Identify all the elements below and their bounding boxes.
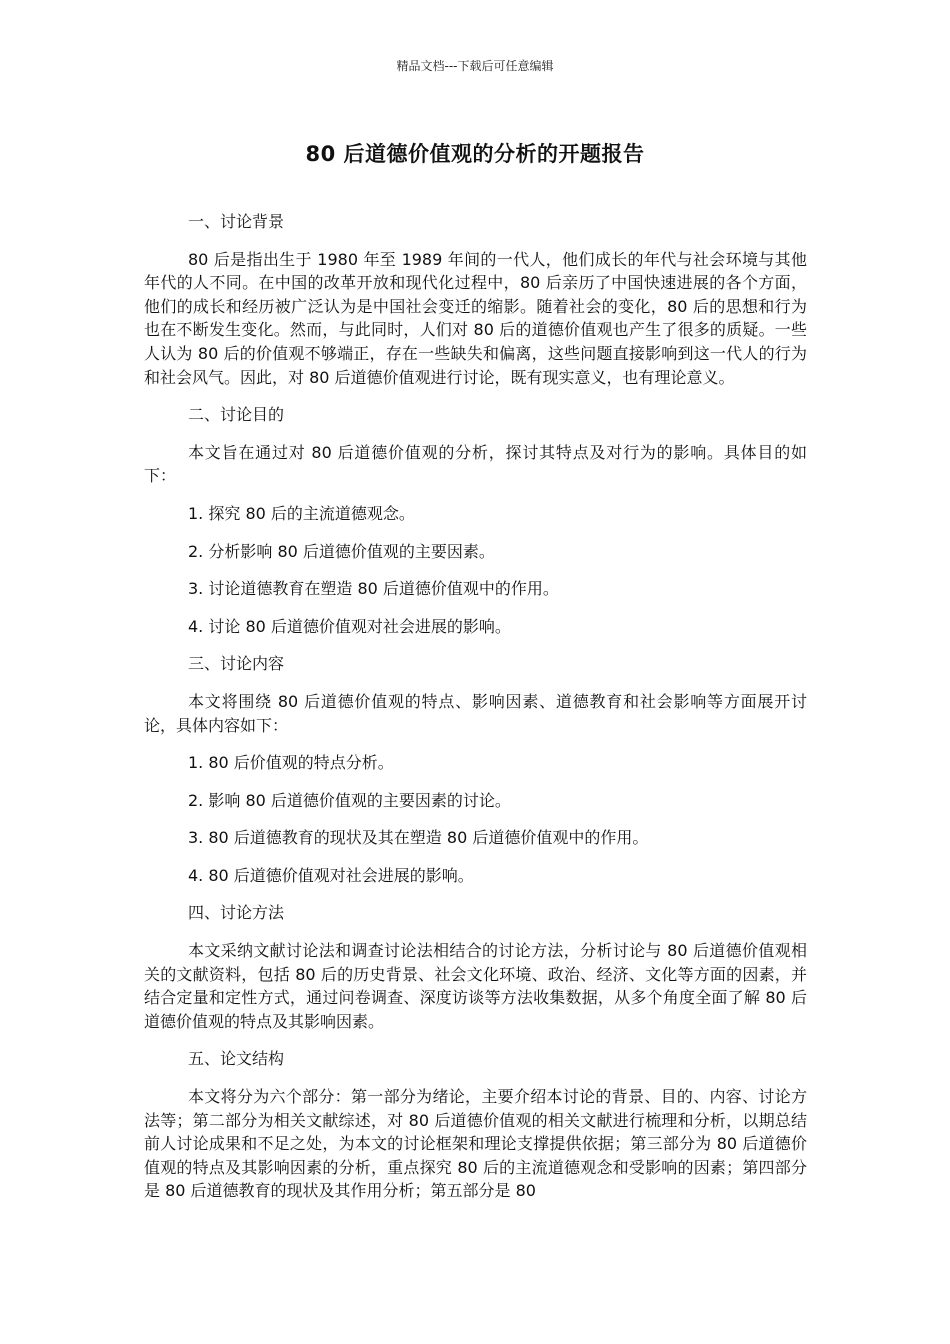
section-heading-content: 三、讨论内容 — [188, 654, 285, 674]
content-paragraph: 本文将围绕 80 后道德价值观的特点、影响因素、道德教育和社会影响等方面展开讨论，具体内容如下： — [144, 691, 807, 735]
methods-paragraph: 本文采纳文献讨论法和调查讨论法相结合的讨论方法，分析讨论与 80 后道德价值观相关的文献资料，包括 80 后的历史背景、社会文化环境、政治、经济、文化等方面的因素，并结合定量和定性方式，通过问卷调查、深度访谈等方法收集数据，从多个角度全面了解 80 后道德价值观的特点及其影响因素。 — [144, 941, 807, 1031]
content-item: 4. 80 后道德价值观对社会进展的影响。 — [188, 865, 474, 885]
purpose-item: 3. 讨论道德教育在塑造 80 后道德价值观中的作用。 — [188, 579, 559, 599]
page-header-watermark: 精品文档---下载后可任意编辑 — [396, 59, 554, 73]
section-heading-background: 一、讨论背景 — [188, 212, 285, 231]
document-title: 80 后道德价值观的分析的开题报告 — [305, 142, 645, 166]
purpose-item: 2. 分析影响 80 后道德价值观的主要因素。 — [188, 541, 495, 561]
content-item: 1. 80 后价值观的特点分析。 — [188, 753, 394, 773]
section-heading-methods: 四、讨论方法 — [188, 903, 285, 923]
document-body — [144, 210, 807, 1217]
section-heading-structure: 五、论文结构 — [188, 1049, 285, 1069]
section-heading-purpose: 二、讨论目的 — [188, 405, 285, 425]
content-item: 3. 80 后道德教育的现状及其在塑造 80 后道德价值观中的作用。 — [188, 828, 649, 848]
purpose-item: 4. 讨论 80 后道德价值观对社会进展的影响。 — [188, 616, 511, 636]
structure-paragraph: 本文将分为六个部分：第一部分为绪论，主要介绍本讨论的背景、目的、内容、讨论方法等；第二部分为相关文献综述，对 80 后道德价值观的相关文献进行梳理和分析，以期总结前人讨论成果和不足之处，为本文的讨论框架和理论支撑提供依据；第三部分为 80 后道德价值观的特点及其影响因素的分析，重点探究 80 后的主流道德观念和受影响的因素；第四部分是 80 后道德教育的现状及其作用分析；第五部分是 80 — [144, 1087, 807, 1201]
background-paragraph: 80 后是指出生于 1980 年至 1989 年间的一代人，他们成长的年代与社会环境与其他年代的人不同。在中国的改革开放和现代化过程中，80 后亲历了中国快速进展的各个方面，他们的成长和经历被广泛认为是中国社会变迁的缩影。随着社会的变化，80 后的思想和行为也在不断发生变化。然而，与此同时，人们对 80 后的道德价值观也产生了很多的质疑。一些人认为 80 后的价值观不够端正，存在一些缺失和偏离，这些问题直接影响到这一代人的行为和社会风气。因此，对 80 后道德价值观进行讨论，既有现实意义，也有理论意义。 — [144, 249, 807, 387]
content-item: 2. 影响 80 后道德价值观的主要因素的讨论。 — [188, 790, 511, 810]
purpose-paragraph: 本文旨在通过对 80 后道德价值观的分析，探讨其特点及对行为的影响。具体目的如下： — [144, 442, 807, 486]
purpose-item: 1. 探究 80 后的主流道德观念。 — [188, 503, 415, 523]
